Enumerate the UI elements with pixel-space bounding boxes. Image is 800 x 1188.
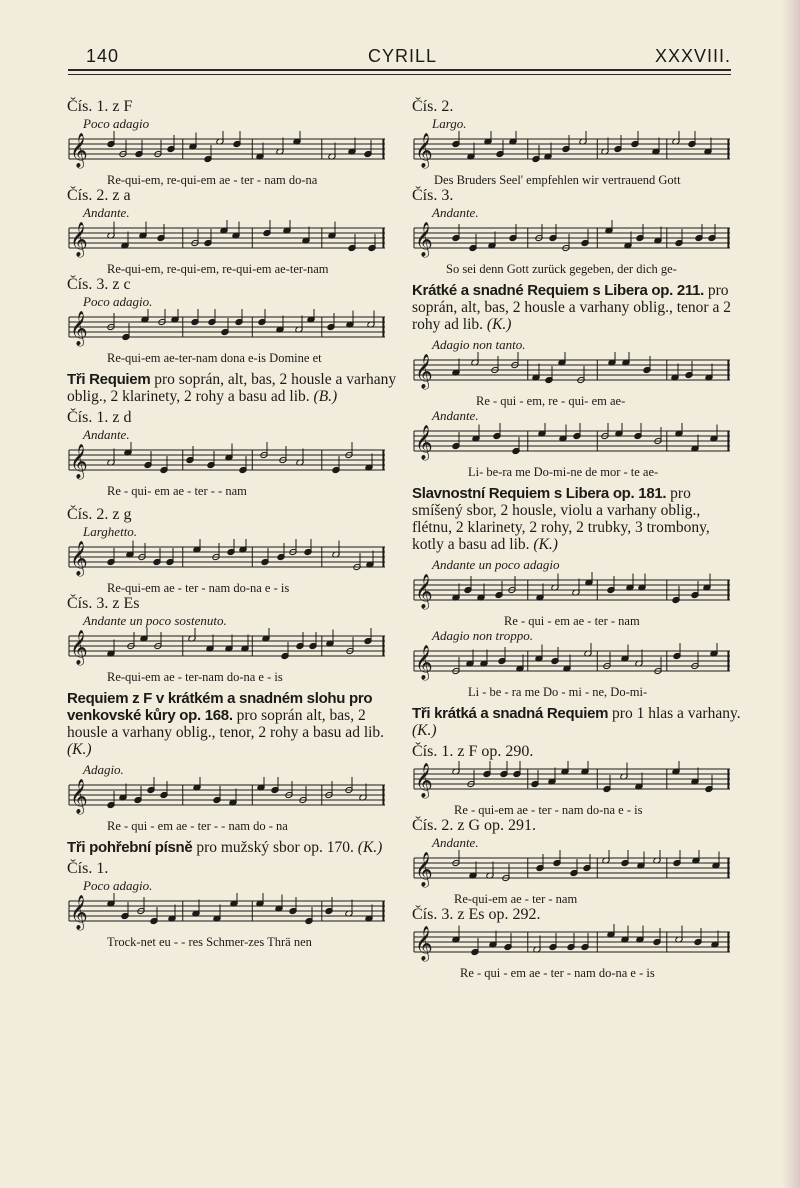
music-example xyxy=(412,906,742,980)
lyrics-line: Re - qui- em ae - ter - - nam xyxy=(107,484,247,498)
svg-text:𝄞: 𝄞 xyxy=(70,895,88,930)
svg-text:𝄞: 𝄞 xyxy=(415,574,433,609)
music-staff xyxy=(67,220,387,262)
publisher-code: (K.) xyxy=(412,722,437,739)
music-example xyxy=(412,743,742,817)
tempo-marking: Andante. xyxy=(432,205,479,220)
music-staff xyxy=(67,777,387,819)
lyrics-line: Des Bruders Seel' empfehlen wir vertrauend Gott xyxy=(434,173,681,187)
entry-text: pro mužský sbor op. 170. xyxy=(192,839,358,856)
lyrics-line: Trock-net eu - - res Schmer-zes Thrä nen xyxy=(107,935,312,949)
entry-title: Slavnostní Requiem s Libera op. 181. xyxy=(412,485,667,502)
lyrics-line: Re-qui-em ae - ter - nam xyxy=(454,892,578,906)
tempo-marking: Largo. xyxy=(432,116,467,131)
music-example xyxy=(67,409,397,498)
publisher-code: (K.) xyxy=(486,316,512,333)
entry-title: Tři pohřební písně xyxy=(67,839,193,856)
music-staff xyxy=(412,761,732,803)
publisher-code: (K.) xyxy=(533,536,558,553)
lyrics-line: Re - qui - em ae - ter - - nam do - na xyxy=(107,819,288,833)
example-number: Čís. 2. z g xyxy=(67,506,132,523)
svg-text:𝄞: 𝄞 xyxy=(70,133,88,168)
example-number: Čís. 1. z d xyxy=(67,409,132,426)
entry-title: Requiem z F v krátkém a snadném slohu pro venkovské kůry op. 168. xyxy=(67,690,373,724)
tempo-marking: Poco adagio. xyxy=(83,294,153,309)
example-number: Čís. 1. xyxy=(67,860,109,877)
svg-text:𝄞: 𝄞 xyxy=(415,645,433,680)
svg-text:𝄞: 𝄞 xyxy=(70,541,88,576)
left-column xyxy=(67,98,397,949)
svg-text:𝄞: 𝄞 xyxy=(415,425,433,460)
tempo-marking: Poco adagio. xyxy=(83,878,153,893)
tempo-marking: Adagio non troppo. xyxy=(432,628,533,643)
music-example xyxy=(67,276,397,365)
lyrics-line: Li - be - ra me Do - mi - ne, Do-mi- xyxy=(468,685,648,699)
music-staff xyxy=(412,850,732,892)
catalog-entry xyxy=(412,282,742,333)
lyrics-line: Re-qui-em ae - ter - nam do-na e - is xyxy=(107,581,290,595)
music-example xyxy=(412,187,742,276)
example-number: Čís. 3. z c xyxy=(67,276,131,293)
music-example xyxy=(67,762,397,833)
music-example xyxy=(412,557,742,628)
publisher-code: (B.) xyxy=(313,388,338,405)
catalog-entry xyxy=(67,839,397,856)
entry-text: pro soprán, alt, bas, 2 housle a varhany oblig., tenor a 2 rohy ad lib. xyxy=(412,282,731,333)
example-number: Čís. 1. z F xyxy=(67,98,133,115)
music-example xyxy=(67,98,397,187)
svg-text:𝄞: 𝄞 xyxy=(415,222,433,257)
music-example xyxy=(412,337,742,408)
publisher-code: (K.) xyxy=(357,839,383,856)
svg-text:𝄞: 𝄞 xyxy=(415,354,433,389)
music-example xyxy=(67,595,397,684)
music-example xyxy=(67,506,397,595)
catalog-entry xyxy=(67,371,397,405)
music-example xyxy=(412,817,742,906)
svg-text:𝄞: 𝄞 xyxy=(70,779,88,814)
catalog-entry xyxy=(412,485,742,553)
entry-text: pro soprán alt, bas, 2 housle a varhany oblig., tenor, 2 rohy a basu ad lib. xyxy=(67,707,385,741)
music-staff xyxy=(67,539,387,581)
entry-text: pro soprán, alt, bas, 2 housle a varhany oblig., 2 klarinety, 2 rohy a basu ad lib. xyxy=(67,371,397,405)
music-staff xyxy=(412,643,732,685)
music-staff xyxy=(412,572,732,614)
example-number: Čís. 3. z Es xyxy=(67,595,140,612)
example-number: Čís. 2. z G op. 291. xyxy=(412,817,536,834)
lyrics-line: Re-qui-em, re-qui-em ae - ter - nam do-na xyxy=(107,173,318,187)
page-number: 140 xyxy=(86,46,120,66)
tempo-marking: Andante. xyxy=(83,205,130,220)
tempo-marking: Poco adagio xyxy=(83,116,150,131)
svg-text:𝄞: 𝄞 xyxy=(415,852,433,887)
lyrics-line: Re - qui - em ae - ter - nam do-na e - is xyxy=(460,966,655,980)
tempo-marking: Adagio. xyxy=(83,762,124,777)
music-example xyxy=(412,628,742,699)
example-number: Čís. 1. z F op. 290. xyxy=(412,743,534,760)
music-staff xyxy=(67,309,387,351)
music-staff xyxy=(412,131,732,173)
catalog-entry xyxy=(412,705,742,739)
example-number: Čís. 2. z a xyxy=(67,187,131,204)
lyrics-line: Re-qui-em ae - ter-nam do-na e - is xyxy=(107,670,283,684)
running-title: CYRILL xyxy=(368,46,438,66)
page-binding-edge xyxy=(782,0,800,1188)
example-number: Čís. 2. xyxy=(412,98,454,115)
catalog-entry xyxy=(67,690,397,758)
music-staff xyxy=(412,423,732,465)
svg-text:𝄞: 𝄞 xyxy=(70,311,88,346)
example-number: Čís. 3. xyxy=(412,187,454,204)
lyrics-line: Re - qui - em ae - ter - nam xyxy=(504,614,640,628)
tempo-marking: Adagio non tanto. xyxy=(432,337,526,352)
music-example xyxy=(412,98,742,187)
entry-title: Krátké a snadné Requiem s Libera op. 211. xyxy=(412,282,704,299)
lyrics-line: Li- be-ra me Do-mi-ne de mor - te ae- xyxy=(468,465,659,479)
tempo-marking: Andante. xyxy=(432,408,479,423)
lyrics-line: Re-qui-em, re-qui-em, re-qui-em ae-ter-nam xyxy=(107,262,329,276)
svg-text:𝄞: 𝄞 xyxy=(415,763,433,798)
music-example xyxy=(67,860,397,949)
tempo-marking: Andante. xyxy=(432,835,479,850)
lyrics-line: So sei denn Gott zurück gegeben, der dich ge- xyxy=(446,262,677,276)
svg-text:𝄞: 𝄞 xyxy=(70,444,88,479)
header-rule xyxy=(68,69,731,75)
music-staff xyxy=(67,893,387,935)
publisher-code: (K.) xyxy=(67,741,92,758)
music-staff xyxy=(412,220,732,262)
music-staff xyxy=(67,628,387,670)
tempo-marking: Andante un poco sostenuto. xyxy=(83,613,227,628)
music-staff xyxy=(412,924,732,966)
entry-title: Tři Requiem xyxy=(67,371,151,388)
svg-text:𝄞: 𝄞 xyxy=(415,133,433,168)
tempo-marking: Andante. xyxy=(83,427,130,442)
right-column xyxy=(412,98,742,980)
entry-text: pro smíšený sbor, 2 housle, violu a varhany oblig., flétnu, 2 klarinety, 2 rohy, 2 trubky, 3 trombony, kotly a basu ad lib. xyxy=(412,485,710,553)
tempo-marking: Andante un poco adagio xyxy=(432,557,560,572)
music-staff xyxy=(67,131,387,173)
volume-number: XXXVIII. xyxy=(654,46,731,66)
svg-text:𝄞: 𝄞 xyxy=(415,926,433,961)
music-staff xyxy=(67,442,387,484)
entry-text: pro 1 hlas a varhany. xyxy=(608,705,741,722)
example-number: Čís. 3. z Es op. 292. xyxy=(412,906,541,923)
music-example xyxy=(67,187,397,276)
music-staff xyxy=(412,352,732,394)
page-header xyxy=(68,46,731,68)
svg-text:𝄞: 𝄞 xyxy=(70,222,88,257)
tempo-marking: Larghetto. xyxy=(83,524,138,539)
lyrics-line: Re-qui-em ae-ter-nam dona e-is Domine et xyxy=(107,351,322,365)
music-example xyxy=(412,408,742,479)
lyrics-line: Re - qui-em ae - ter - nam do-na e - is xyxy=(454,803,643,817)
lyrics-line: Re - qui - em, re - qui- em ae- xyxy=(476,394,626,408)
svg-text:𝄞: 𝄞 xyxy=(70,630,88,665)
entry-title: Tři krátká a snadná Requiem xyxy=(412,705,609,722)
